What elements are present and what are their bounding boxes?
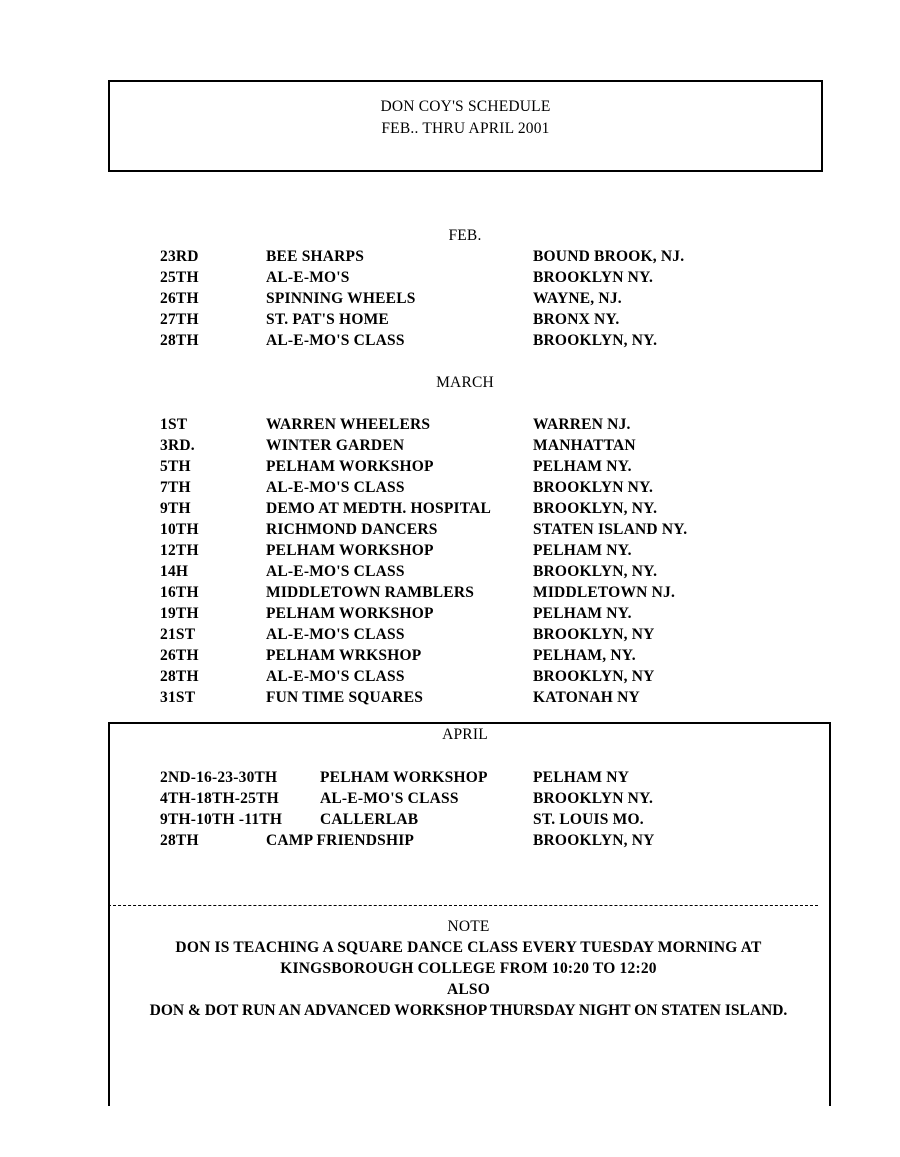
list-item [0, 563, 900, 584]
place: BRONX NY. [533, 311, 620, 328]
list-item [0, 500, 900, 521]
note-heading: NOTE [447, 918, 490, 935]
place: BOUND BROOK, NJ. [533, 248, 685, 265]
event: WARREN WHEELERS [266, 416, 431, 433]
date: 28TH [160, 832, 199, 849]
date: 12TH [160, 542, 199, 559]
note-line-1: DON IS TEACHING A SQUARE DANCE CLASS EVERY TUESDAY MORNING AT [175, 939, 762, 956]
event: CAMP FRIENDSHIP [266, 832, 415, 849]
place: WAYNE, NJ. [533, 290, 622, 307]
date: 2ND-16-23-30TH [160, 769, 278, 786]
date: 4TH-18TH-25TH [160, 790, 279, 807]
place: PELHAM NY. [533, 542, 632, 559]
schedule-subtitle: FEB.. THRU APRIL 2001 [381, 120, 550, 137]
date: 9TH [160, 500, 191, 517]
list-item [0, 689, 900, 710]
list-item [0, 668, 900, 689]
list-item [0, 790, 900, 811]
place: BROOKLYN NY. [533, 479, 654, 496]
event: AL-E-MO'S CLASS [266, 626, 405, 643]
date: 9TH-10TH -11TH [160, 811, 283, 828]
april-box-border-top [108, 722, 831, 724]
schedule-title: DON COY'S SCHEDULE [380, 98, 551, 115]
feb-heading: FEB. [448, 227, 482, 244]
note-line-4: DON & DOT RUN AN ADVANCED WORKSHOP THURSDAY NIGHT ON STATEN ISLAND. [149, 1002, 788, 1019]
event: AL-E-MO'S CLASS [266, 479, 405, 496]
date: 16TH [160, 584, 199, 601]
event: SPINNING WHEELS [266, 290, 416, 307]
list-item [0, 479, 900, 500]
list-item [0, 832, 900, 853]
event: FUN TIME SQUARES [266, 689, 424, 706]
date: 25TH [160, 269, 199, 286]
title-box [108, 80, 823, 172]
place: KATONAH NY [533, 689, 640, 706]
event: AL-E-MO'S [266, 269, 350, 286]
list-item [0, 811, 900, 832]
event: MIDDLETOWN RAMBLERS [266, 584, 475, 601]
date: 19TH [160, 605, 199, 622]
event: BEE SHARPS [266, 248, 365, 265]
place: BROOKLYN, NY. [533, 563, 658, 580]
event: ST. PAT'S HOME [266, 311, 389, 328]
place: PELHAM NY. [533, 605, 632, 622]
place: BROOKLYN NY. [533, 269, 654, 286]
event: AL-E-MO'S CLASS [266, 332, 405, 349]
place: BROOKLYN, NY [533, 626, 655, 643]
date: 31ST [160, 689, 196, 706]
dashed-divider [108, 905, 818, 906]
place: BROOKLYN, NY. [533, 500, 658, 517]
place: PELHAM, NY. [533, 647, 636, 664]
list-item [0, 269, 900, 290]
list-item [0, 458, 900, 479]
date: 3RD. [160, 437, 195, 454]
note-line-3: ALSO [446, 981, 490, 998]
place: BROOKLYN, NY [533, 668, 655, 685]
date: 26TH [160, 647, 199, 664]
event: CALLERLAB [320, 811, 419, 828]
list-item [0, 290, 900, 311]
date: 1ST [160, 416, 188, 433]
event: DEMO AT MEDTH. HOSPITAL [266, 500, 492, 517]
date: 27TH [160, 311, 199, 328]
place: PELHAM NY. [533, 458, 632, 475]
place: STATEN ISLAND NY. [533, 521, 688, 538]
date: 14H [160, 563, 189, 580]
date: 28TH [160, 332, 199, 349]
list-item [0, 248, 900, 269]
place: MANHATTAN [533, 437, 636, 454]
event: AL-E-MO'S CLASS [320, 790, 459, 807]
date: 21ST [160, 626, 196, 643]
date: 26TH [160, 290, 199, 307]
place: MIDDLETOWN NJ. [533, 584, 676, 601]
list-item [0, 416, 900, 437]
event: PELHAM WORKSHOP [266, 458, 434, 475]
place: BROOKLYN NY. [533, 790, 654, 807]
date: 7TH [160, 479, 191, 496]
date: 10TH [160, 521, 199, 538]
event: RICHMOND DANCERS [266, 521, 438, 538]
list-item [0, 584, 900, 605]
event: WINTER GARDEN [266, 437, 405, 454]
place: BROOKLYN, NY [533, 832, 655, 849]
list-item [0, 521, 900, 542]
list-item [0, 626, 900, 647]
list-item [0, 332, 900, 353]
date: 28TH [160, 668, 199, 685]
event: PELHAM WORKSHOP [266, 605, 434, 622]
list-item [0, 437, 900, 458]
date: 5TH [160, 458, 191, 475]
place: BROOKLYN, NY. [533, 332, 658, 349]
list-item [0, 542, 900, 563]
event: PELHAM WORKSHOP [320, 769, 488, 786]
event: AL-E-MO'S CLASS [266, 668, 405, 685]
list-item [0, 647, 900, 668]
place: PELHAM NY [533, 769, 630, 786]
event: AL-E-MO'S CLASS [266, 563, 405, 580]
event: PELHAM WORKSHOP [266, 542, 434, 559]
march-heading: MARCH [436, 374, 494, 391]
list-item [0, 605, 900, 626]
april-heading: APRIL [442, 726, 488, 743]
place: WARREN NJ. [533, 416, 631, 433]
event: PELHAM WRKSHOP [266, 647, 422, 664]
list-item [0, 311, 900, 332]
list-item [0, 769, 900, 790]
date: 23RD [160, 248, 199, 265]
note-line-2: KINGSBOROUGH COLLEGE FROM 10:20 TO 12:20 [280, 960, 657, 977]
place: ST. LOUIS MO. [533, 811, 644, 828]
